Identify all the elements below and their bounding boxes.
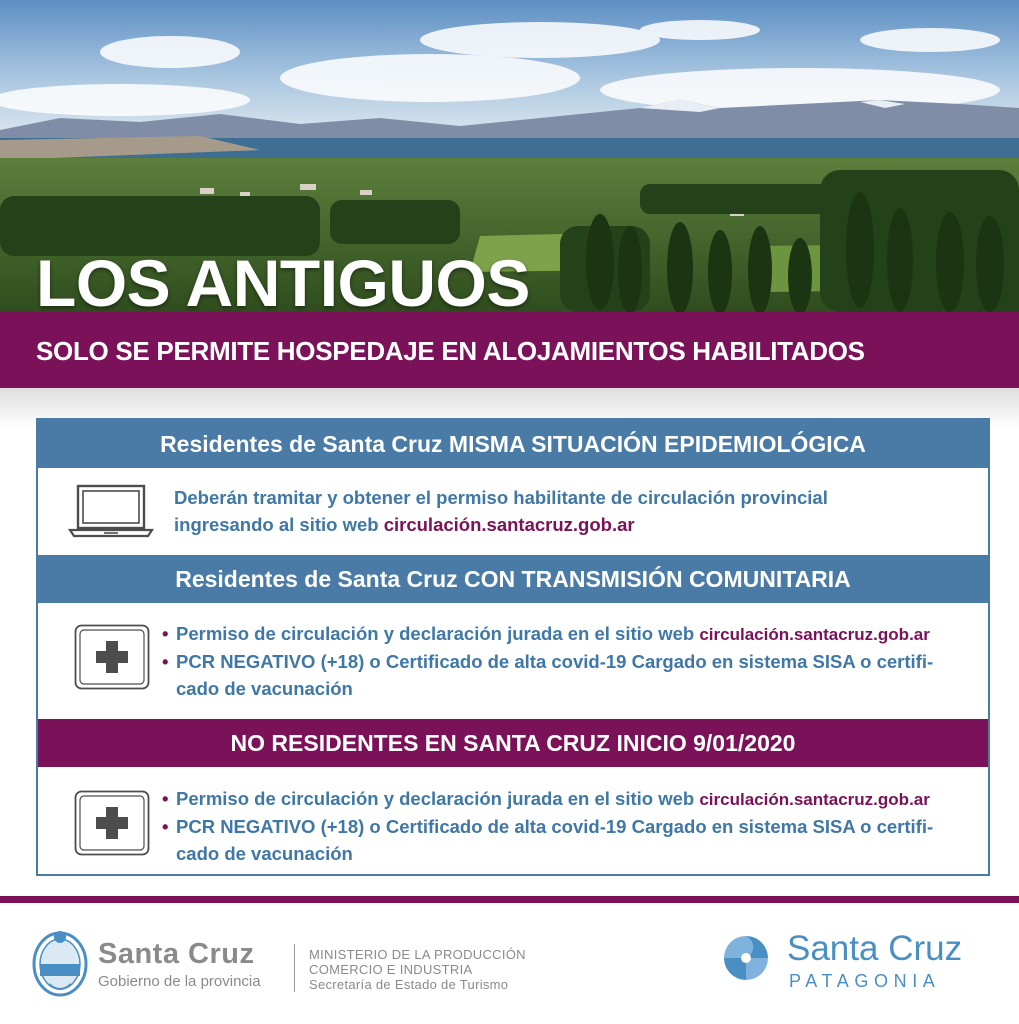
bullet-text: Permiso de circulación y declaración jurada en el sitio web [176, 623, 700, 644]
bullet-dot: • [162, 816, 169, 837]
gov-subtitle: Gobierno de la provincia [98, 973, 261, 990]
bullet-item [162, 648, 974, 675]
bullet-continuation: cado de vacunación [176, 678, 353, 699]
bullet-dot: • [162, 623, 169, 644]
footer-divider-band [0, 896, 1019, 903]
section-header-non-residents: NO RESIDENTES EN SANTA CRUZ INICIO 9/01/2020 [38, 719, 988, 767]
circulacion-link[interactable]: circulación.santacruz.gob.ar [699, 790, 930, 809]
section-1-line-2-text: ingresando al sitio web [174, 514, 384, 535]
province-seal-icon [31, 928, 89, 1003]
bullet-continuation: cado de vacunación [176, 843, 353, 864]
bullet-text: PCR NEGATIVO (+18) o Certificado de alta covid-19 Cargado en sistema SISA o certifi- [176, 816, 934, 837]
brand-name: Santa Cruz [787, 929, 963, 968]
footer-vertical-divider [294, 944, 295, 992]
spiral-logo-icon [720, 932, 772, 989]
bullet-text: PCR NEGATIVO (+18) o Certificado de alta covid-19 Cargado en sistema SISA o certifi- [176, 651, 934, 672]
medical-cross-icon [74, 624, 150, 695]
subtitle-band [0, 312, 1019, 388]
bullet-dot: • [162, 651, 169, 672]
medical-cross-icon [74, 790, 150, 861]
section-header-community-transmission: Residentes de Santa Cruz CON TRANSMISIÓN COMUNITARIA [38, 555, 988, 603]
gov-name: Santa Cruz [98, 938, 255, 970]
ministry-block [309, 947, 526, 992]
section-2-body [162, 620, 974, 702]
section-1-line-1: Deberán tramitar y obtener el permiso habilitante de circulación provincial [174, 487, 828, 508]
section-1-body [174, 484, 966, 538]
subtitle-text: SOLO SE PERMITE HOSPEDAJE EN ALOJAMIENTOS HABILITADOS [36, 336, 865, 366]
circulacion-link[interactable]: circulación.santacruz.gob.ar [383, 514, 635, 535]
brand-subtitle: PATAGONIA [789, 971, 941, 991]
ministry-line-1: MINISTERIO DE LA PRODUCCIÓN [309, 947, 526, 962]
bullet-item [162, 785, 974, 813]
section-3-body [162, 785, 974, 867]
circulacion-link[interactable]: circulación.santacruz.gob.ar [699, 625, 930, 644]
laptop-icon [68, 484, 154, 543]
bullet-item [162, 813, 974, 840]
info-panel [36, 418, 990, 876]
bullet-item [162, 620, 974, 648]
bullet-text: Permiso de circulación y declaración jurada en el sitio web [176, 788, 700, 809]
bullet-dot: • [162, 788, 169, 809]
section-header-same-epidemiology: Residentes de Santa Cruz MISMA SITUACIÓN EPIDEMIOLÓGICA [38, 420, 988, 468]
ministry-line-3: Secretaría de Estado de Turismo [309, 977, 509, 992]
hero-title: LOS ANTIGUOS [36, 246, 530, 312]
hero-image [0, 0, 1019, 312]
ministry-line-2: COMERCIO E INDUSTRIA [309, 962, 473, 977]
section-1-line-2 [174, 511, 966, 538]
